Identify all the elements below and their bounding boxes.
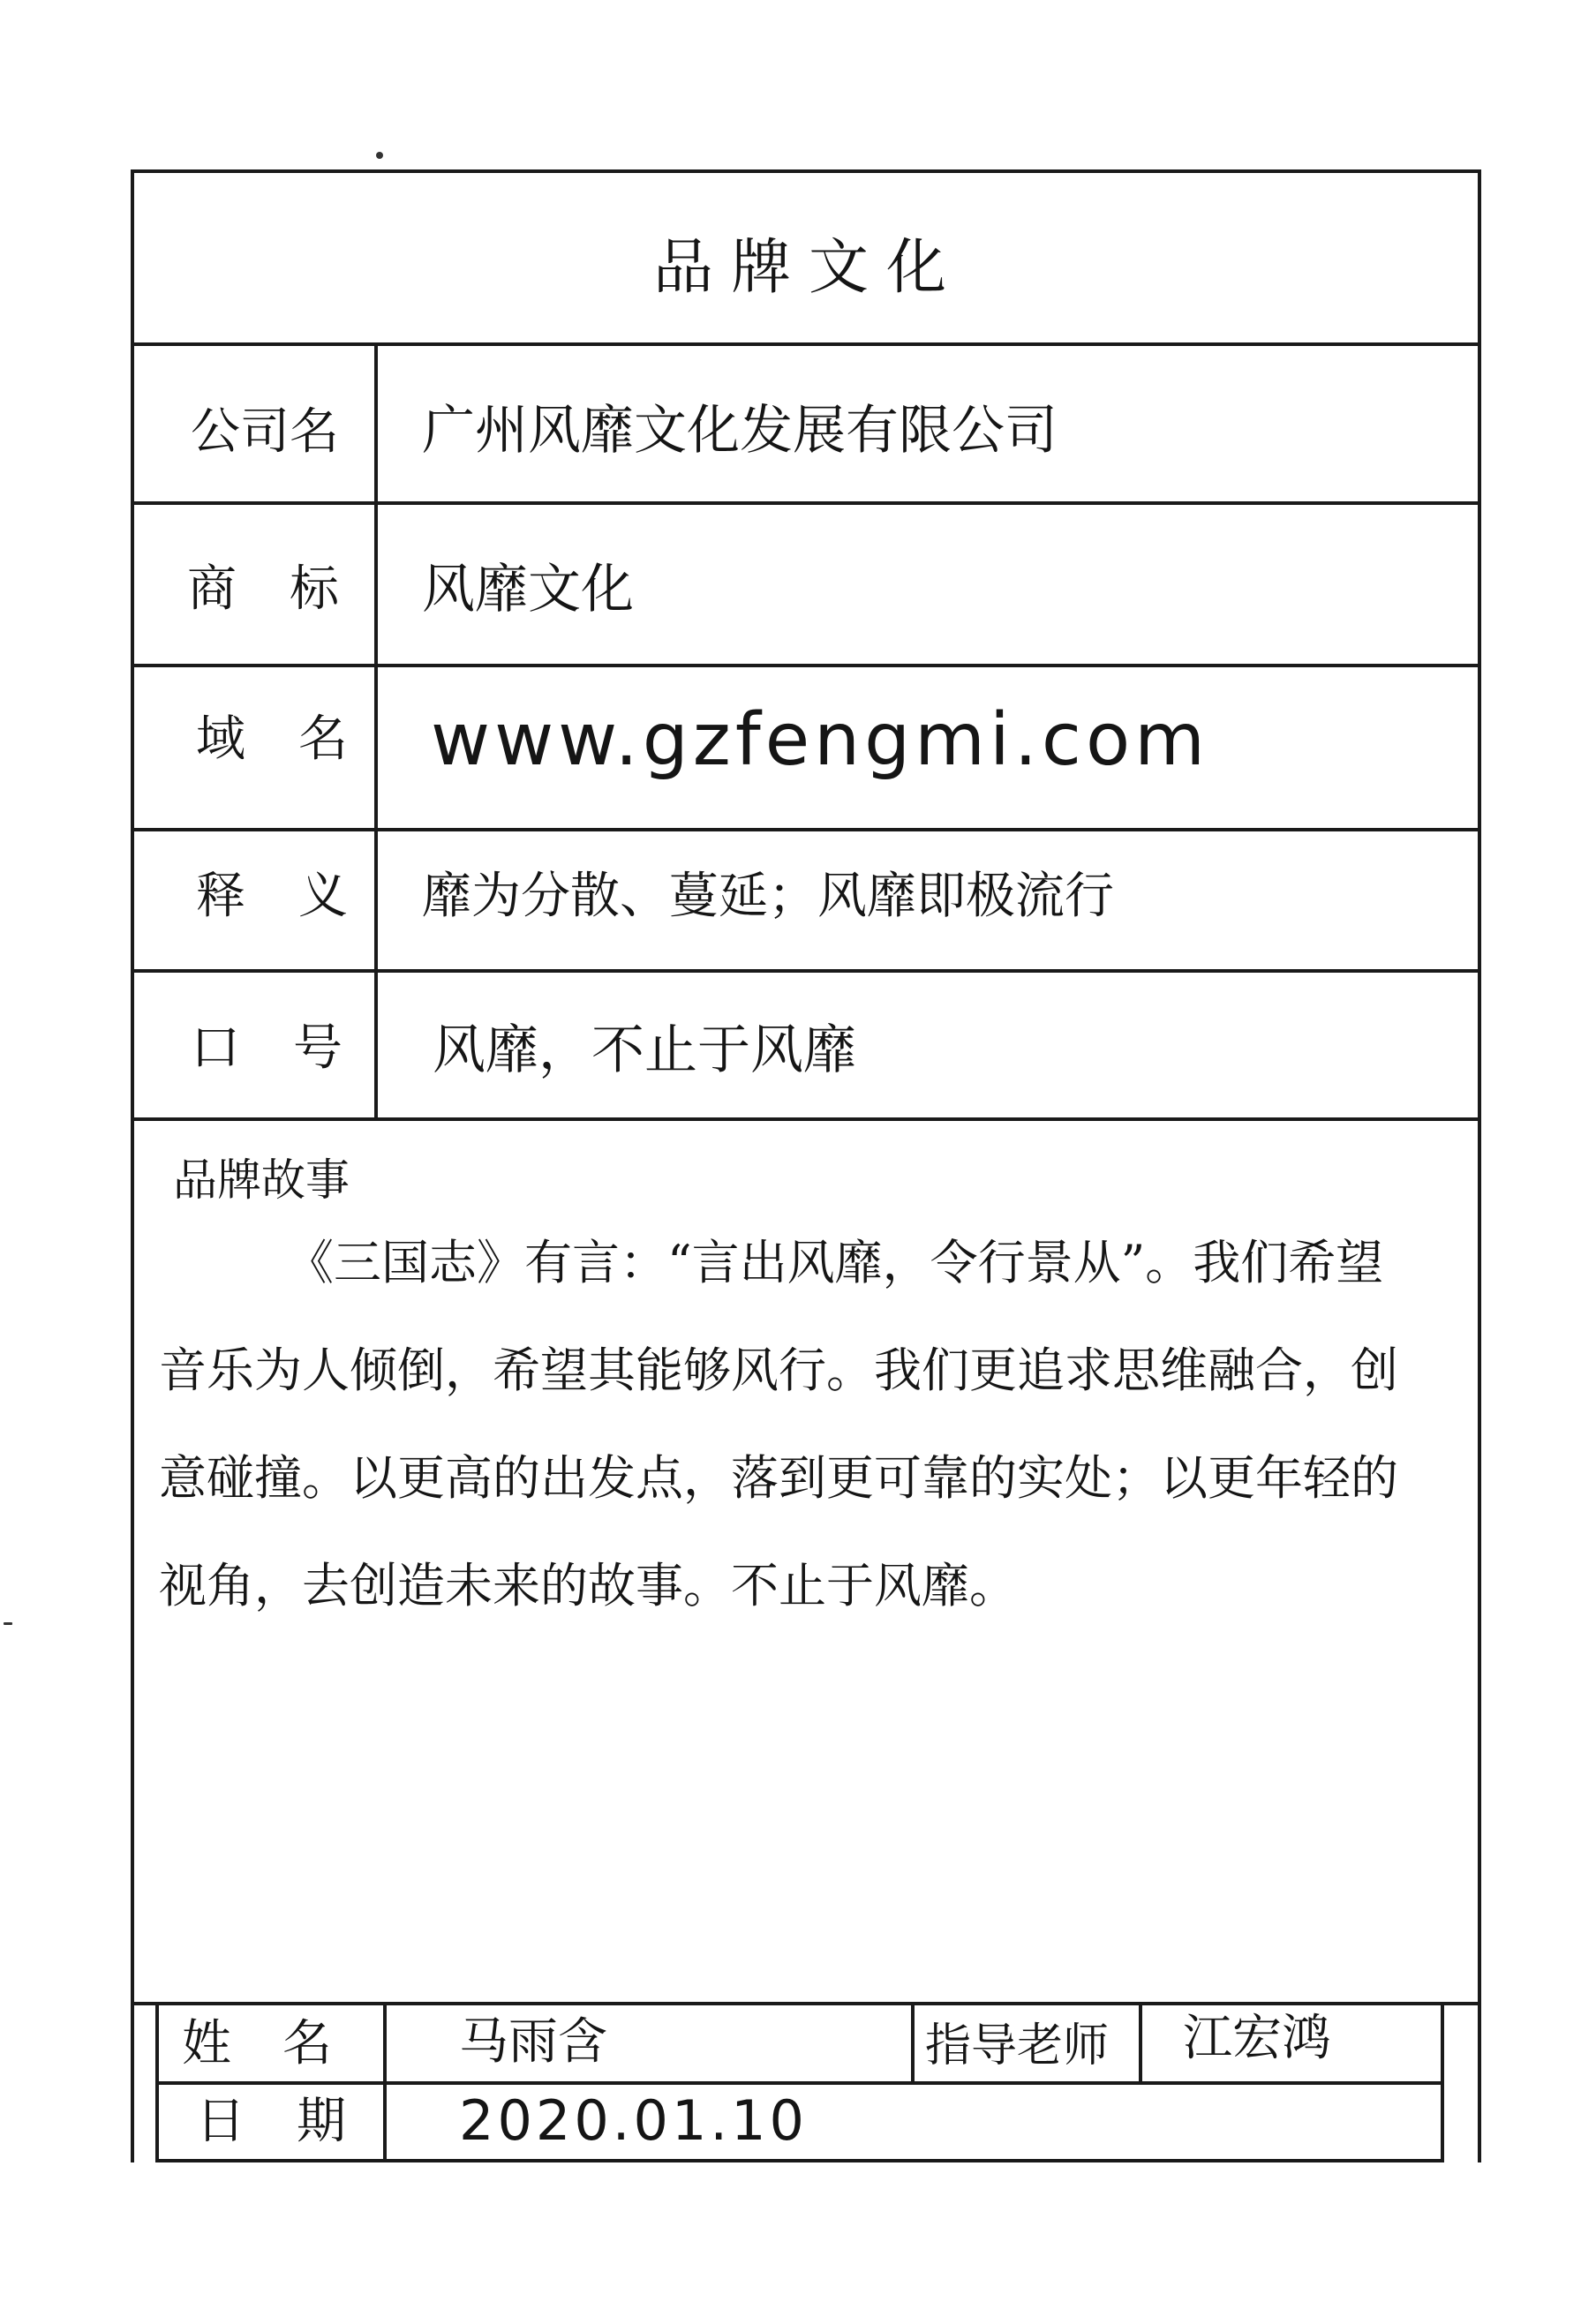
row-divider-2 — [131, 664, 1481, 667]
row-divider-3 — [131, 828, 1481, 831]
footer-col-2 — [911, 2002, 915, 2083]
row-label-domain: 域名 — [196, 711, 401, 768]
scan-speck — [4, 1622, 12, 1625]
row-value-meaning: 靡为分散、蔓延；风靡即极流行 — [422, 868, 1114, 925]
frame-right — [1478, 169, 1481, 2162]
frame-left — [131, 169, 134, 2162]
row-divider-4 — [131, 969, 1481, 973]
row-value-slogan: 风靡，不止于风靡 — [433, 1019, 856, 1081]
row-value-domain: www.gzfengmi.com — [431, 698, 1210, 782]
story-heading: 品牌故事 — [173, 1154, 350, 1206]
footer-col-3 — [1139, 2002, 1142, 2083]
footer-teacher-value: 江宏鸿 — [1183, 2010, 1331, 2067]
scan-speck — [376, 152, 383, 159]
row-label-company: 公司名 — [191, 403, 339, 461]
row-value-trademark: 风靡文化 — [422, 559, 634, 620]
title-divider — [131, 342, 1481, 346]
footer-top — [155, 2002, 1444, 2005]
footer-date-value: 2020.01.10 — [459, 2088, 808, 2153]
footer-teacher-label: 指导老师 — [925, 2019, 1110, 2072]
row-label-meaning: 释义 — [196, 868, 401, 925]
row-value-company: 广州风靡文化发展有限公司 — [422, 400, 1058, 462]
footer-name-label: 姓名 — [182, 2015, 383, 2072]
footer-bottom — [155, 2159, 1444, 2162]
footer-date-label: 日期 — [196, 2093, 397, 2150]
footer-mid — [155, 2081, 1444, 2085]
row-label-slogan: 口号 — [191, 1019, 395, 1077]
story-paragraph: 《三国志》有言：“言出风靡，令行景从”。我们希望音乐为人倾倒，希望其能够风行。我们更追求思维融合，创意碰撞。以更高的出发点，落到更可靠的实处；以更年轻的视角，去创造未来的故事。不止于风靡。 — [159, 1235, 1398, 1613]
frame-top — [131, 169, 1481, 173]
row-divider-1 — [131, 501, 1481, 505]
form-title: 品牌文化 — [653, 233, 965, 303]
row-label-trademark: 商标 — [187, 560, 392, 618]
row-divider-5 — [131, 1117, 1481, 1121]
footer-name-value: 马雨含 — [459, 2013, 607, 2071]
